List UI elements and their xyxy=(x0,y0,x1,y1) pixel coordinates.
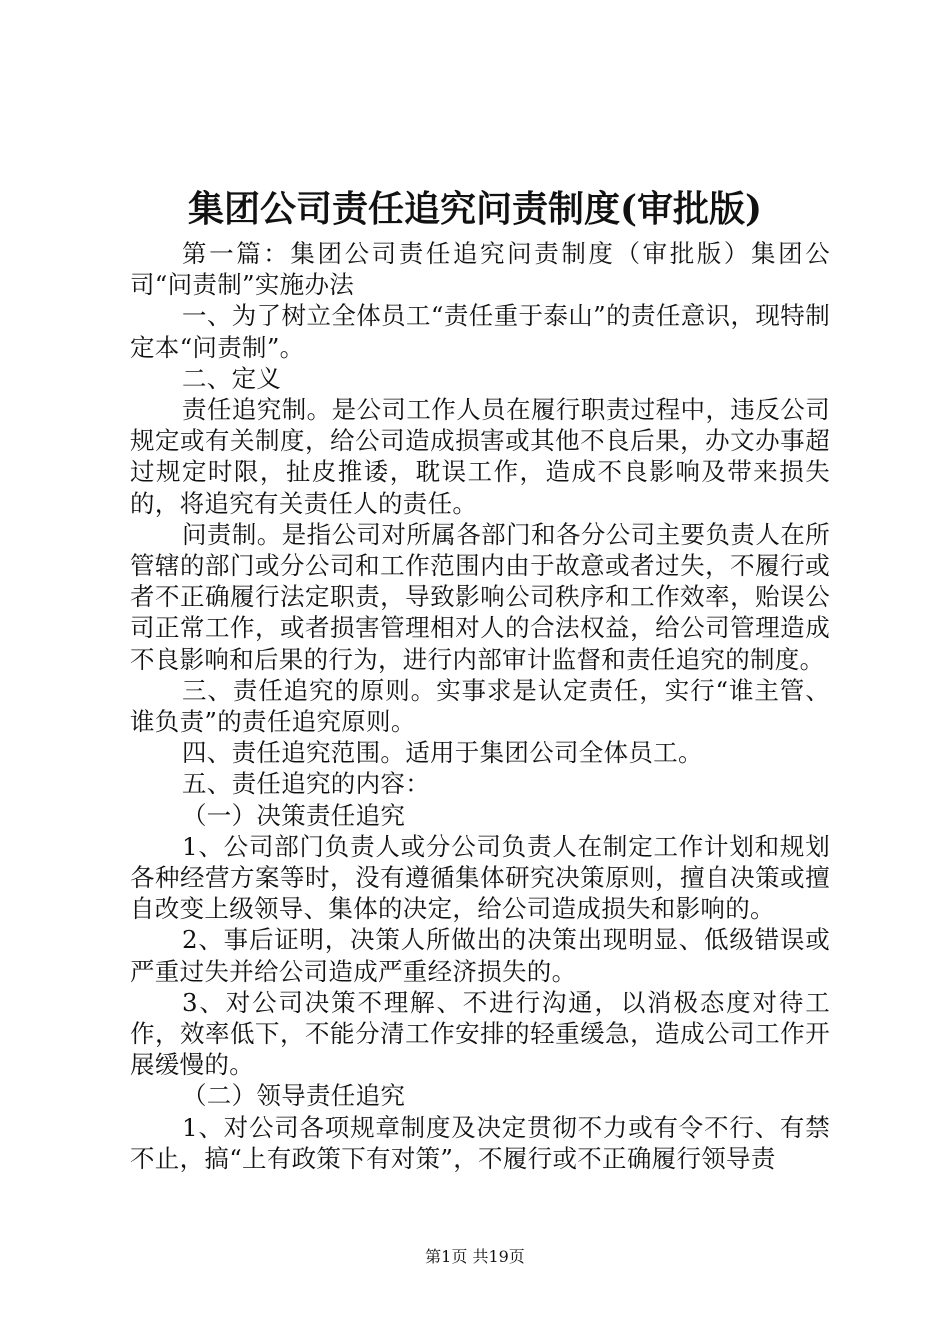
paragraph-13: （二）领导责任追究 xyxy=(182,1081,406,1111)
document-title: 集团公司责任追究问责制度(审批版) xyxy=(187,188,763,230)
paragraph-4: 责任追究制。是公司工作人员在履行职责过程中，违反公司规定或有关制度，给公司造成损害或其他不良后果，办文办事超过规定时限，扯皮推诿，耽误工作，造成不良影响及带来损失的，将追究有关责任人的责任。 xyxy=(130,395,830,518)
paragraph-5: 问责制。是指公司对所属各部门和各分公司主要负责人在所管辖的部门或分公司和工作范围内由于故意或者过失，不履行或者不正确履行法定职责，导致影响公司秩序和工作效率，贻误公司正常工作，或者损害管理相对人的合法权益，给公司管理造成不良影响和后果的行为，进行内部审计监督和责任追究的制度。 xyxy=(130,519,830,674)
paragraph-2: 一、为了树立全体员工“责任重于泰山”的责任意识，现特制定本“问责制”。 xyxy=(130,301,830,362)
page-number: 第1页 共19页 xyxy=(425,1247,525,1266)
paragraph-12: 3、对公司决策不理解、不进行沟通，以消极态度对待工作，效率低下，不能分清工作安排的轻重缓急，造成公司工作开展缓慢的。 xyxy=(130,987,830,1080)
paragraph-10: 1、公司部门负责人或分公司负责人在制定工作计划和规划各种经营方案等时，没有遵循集体研究决策原则，擅自决策或擅自改变上级领导、集体的决定，给公司造成损失和影响的。 xyxy=(130,831,830,924)
document-body xyxy=(130,238,830,1174)
paragraph-9: （一）决策责任追究 xyxy=(182,800,406,830)
paragraph-6: 三、责任追究的原则。实事求是认定责任，实行“谁主管、谁负责”的责任追究原则。 xyxy=(130,675,830,737)
paragraph-14: 1、对公司各项规章制度及决定贯彻不力或有令不行、有禁不止，搞“上有政策下有对策”，不履行或不正确履行领导责 xyxy=(130,1112,830,1173)
paragraph-3: 二、定义 xyxy=(182,363,282,393)
paragraph-8: 五、责任追究的内容： xyxy=(182,769,430,799)
paragraph-11: 2、事后证明，决策人所做出的决策出现明显、低级错误或严重过失并给公司造成严重经济损失的。 xyxy=(130,925,830,986)
paragraph-1: 第一篇：集团公司责任追究问责制度（审批版）集团公司“问责制”实施办法 xyxy=(130,239,830,300)
paragraph-7: 四、责任追究范围。适用于集团公司全体员工。 xyxy=(182,738,703,768)
